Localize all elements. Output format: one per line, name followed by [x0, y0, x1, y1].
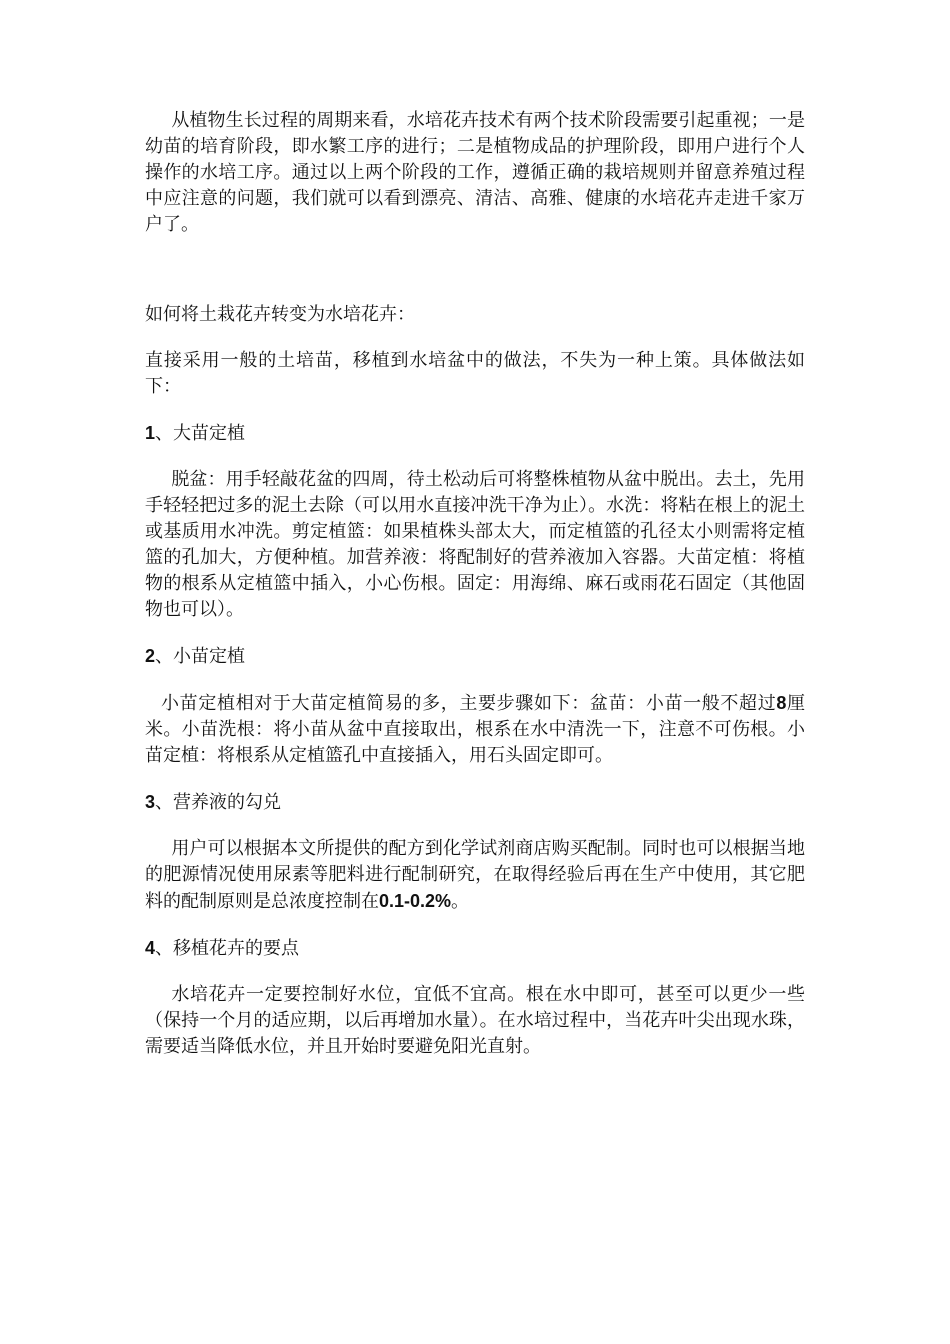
section-2-body-b: 厘米。小苗洗根：将小苗从盆中直接取出，根系在水中清洗一下，注意不可伤根。小苗定植：将根系从定植篮孔中直接插入，用石头固定即可。 [145, 693, 806, 766]
section-4-title: 、移植花卉的要点 [155, 938, 300, 959]
section-3-body-number: 0.1-0.2% [379, 891, 452, 911]
section-2-body-a: 小苗定植相对于大苗定植简易的多，主要步骤如下：盆苗：小苗一般不超过 [161, 693, 777, 714]
section-3-body [145, 836, 805, 915]
method-paragraph: 直接采用一般的土培苗，移植到水培盆中的做法，不失为一种上策。具体做法如下： [145, 350, 805, 397]
section-1-heading [145, 420, 805, 447]
section-3-body-a: 用户可以根据本文所提供的配方到化学试剂商店购买配制。同时也可以根据当地的肥源情况使用尿素等肥料进行配制研究，在取得经验后再在生产中使用，其它肥料的配制原则是总浓度控制在 [145, 838, 805, 912]
section-2-body [145, 690, 805, 769]
section-2-heading [145, 643, 805, 670]
section-2-number: 2 [145, 646, 156, 666]
section-1-title: 、大苗定植 [155, 423, 246, 444]
section-4-body: 水培花卉一定要控制好水位，宜低不宜高。根在水中即可，甚至可以更少一些（保持一个月的适应期，以后再增加水量）。在水培过程中，当花卉叶尖出现水珠，需要适当降低水位，并且开始时要避免阳光直射。 [145, 984, 805, 1057]
section-3-title: 、营养液的勾兑 [155, 792, 282, 813]
section-3-number: 3 [145, 792, 156, 812]
section-3-heading [145, 789, 805, 816]
section-1-number: 1 [145, 423, 156, 443]
section-2-body-number: 8 [776, 693, 787, 713]
section-2-title: 、小苗定植 [155, 646, 246, 667]
document-page [145, 108, 805, 1060]
section-4-heading [145, 935, 805, 962]
section-3-body-b: 。 [451, 891, 470, 912]
section-4-number: 4 [145, 938, 156, 958]
intro-paragraph: 从植物生长过程的周期来看，水培花卉技术有两个技术阶段需要引起重视；一是幼苗的培育阶段，即水繁工序的进行；二是植物成品的护理阶段，即用户进行个人操作的水培工序。通过以上两个阶段的工作，遵循正确的栽培规则并留意养殖过程中应注意的问题，我们就可以看到漂亮、清洁、高雅、健康的水培花卉走进千家万户了。 [145, 110, 805, 235]
subtitle-heading: 如何将土栽花卉转变为水培花卉： [145, 304, 415, 325]
section-1-body: 脱盆：用手轻敲花盆的四周，待土松动后可将整株植物从盆中脱出。去土，先用手轻轻把过多的泥土去除（可以用水直接冲洗干净为止）。水洗：将粘在根上的泥土或基质用水冲洗。剪定植篮：如果植株头部太大，而定植篮的孔径太小则需将定植篮的孔加大，方便种植。加营养液：将配制好的营养液加入容器。大苗定植：将植物的根系从定植篮中插入，小心伤根。固定：用海绵、麻石或雨花石固定（其他固物也可以）。 [145, 469, 805, 620]
